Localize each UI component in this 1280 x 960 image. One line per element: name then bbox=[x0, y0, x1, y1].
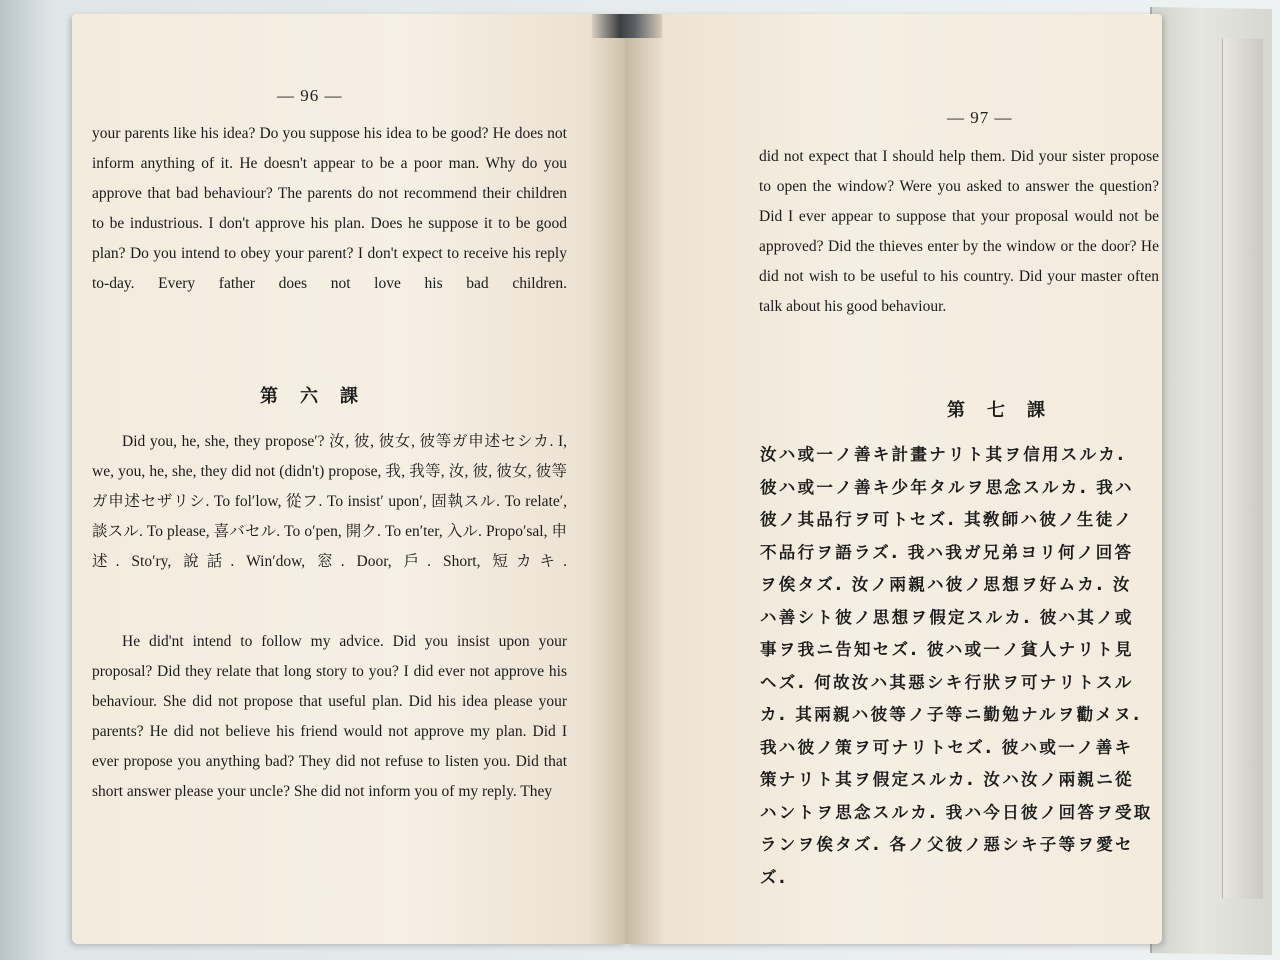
japanese-line: 彼ハ或一ノ善キ少年タルヲ思念スルカ. 我ハ bbox=[760, 477, 1134, 497]
japanese-line: ヘズ. 何故汝ハ其惡シキ行狀ヲ可ナリトスル bbox=[760, 672, 1134, 692]
open-book bbox=[72, 14, 1162, 944]
japanese-line: 汝ハ或一ノ善キ計畫ナリト其ヲ信用スルカ. bbox=[760, 445, 1126, 464]
paragraph: did not expect that I should help them. Did your sister propose to open the window? Were you asked to answer the question? Did I ever appear to suppose that your proposal would not be approved? Did the thieves enter by the window or the door? He did not wish to be useful to his country. Did your master often talk about his good behaviour. bbox=[759, 148, 1159, 315]
book-spine-gap bbox=[592, 14, 662, 38]
japanese-line: ズ. bbox=[760, 867, 788, 887]
japanese-line: ヲ俟タズ. 汝ノ兩親ハ彼ノ思想ヲ好ムカ. 汝 bbox=[760, 575, 1132, 594]
japanese-line: 不品行ヲ語ラズ. 我ハ我ガ兄弟ヨリ何ノ回答 bbox=[760, 542, 1134, 562]
lesson-heading: 第六課 bbox=[260, 386, 380, 406]
vocabulary-paragraph: Did you, he, she, they propose′? 汝, 彼, 彼女, 彼等ガ申述セシカ. I, we, you, he, she, they did not (didn't) propose, 我, 我等, 汝, 彼, 彼女, 彼等ガ申述セザリシ. To fol′low, 從フ. To insist′ upon′, 固執スル. To relate′, 談スル. To please, 喜バセル. To o′pen, 開ク. To en′ter, 入ル. Propo′sal, 申述. Sto′ry, 說話. Win′dow, 窓. Door, 戶. Short, 短カキ. bbox=[92, 433, 567, 570]
japanese-line: 彼ノ其品行ヲ可トセズ. 其敎師ハ彼ノ生徒ノ bbox=[760, 510, 1134, 529]
book-cover-edge bbox=[1150, 7, 1272, 955]
japanese-line: ハ善シト彼ノ思想ヲ假定スルカ. 彼ハ其ノ或 bbox=[760, 607, 1134, 627]
exercise-paragraph: He did'nt intend to follow my advice. Did you insist upon your proposal? Did they relate that long story to you? I did ever not approve his behaviour. She did not propose that useful plan. Did his idea please your parents? He did not believe his friend would not approve my plan. Did I ever propose you anything bad? They did not refuse to listen you. Did that short answer please your uncle? She did not inform you of my reply. They bbox=[92, 633, 567, 800]
japanese-line: 事ヲ我ニ告知セズ. 彼ハ或一ノ貧人ナリト見 bbox=[760, 640, 1134, 659]
japanese-text-block bbox=[760, 439, 1160, 894]
japanese-line: ハントヲ思念スルカ. 我ハ今日彼ノ回答ヲ受取 bbox=[760, 802, 1153, 822]
page-number: — 96 — bbox=[277, 86, 343, 105]
paragraph: your parents like his idea? Do you suppose his idea to be good? He does not inform anything of it. He doesn't appear to be a poor man. Why do you approve that bad behaviour? The parents do not recommend their children to be industrious. I don't approve his plan. Does he suppose it to be good plan? Do you intend to obey your parent? I don't expect to receive his reply to-day. Every father does not love his bad children. bbox=[92, 125, 567, 292]
right-page bbox=[627, 14, 1162, 944]
japanese-line: 策ナリト其ヲ假定スルカ. 汝ハ汝ノ兩親ニ從 bbox=[760, 770, 1134, 789]
japanese-line: カ. 其兩親ハ彼等ノ子等ニ勤勉ナルヲ勸メヌ. bbox=[760, 705, 1142, 724]
cover-fore-edge bbox=[1222, 38, 1263, 899]
left-page bbox=[72, 14, 627, 944]
japanese-line: ランヲ俟タズ. 各ノ父彼ノ惡シキ子等ヲ愛セ bbox=[760, 835, 1134, 854]
japanese-line: 我ハ彼ノ策ヲ可ナリトセズ. 彼ハ或一ノ善キ bbox=[760, 737, 1134, 757]
page-number: — 97 — bbox=[947, 108, 1013, 127]
lesson-heading: 第七課 bbox=[947, 400, 1067, 420]
